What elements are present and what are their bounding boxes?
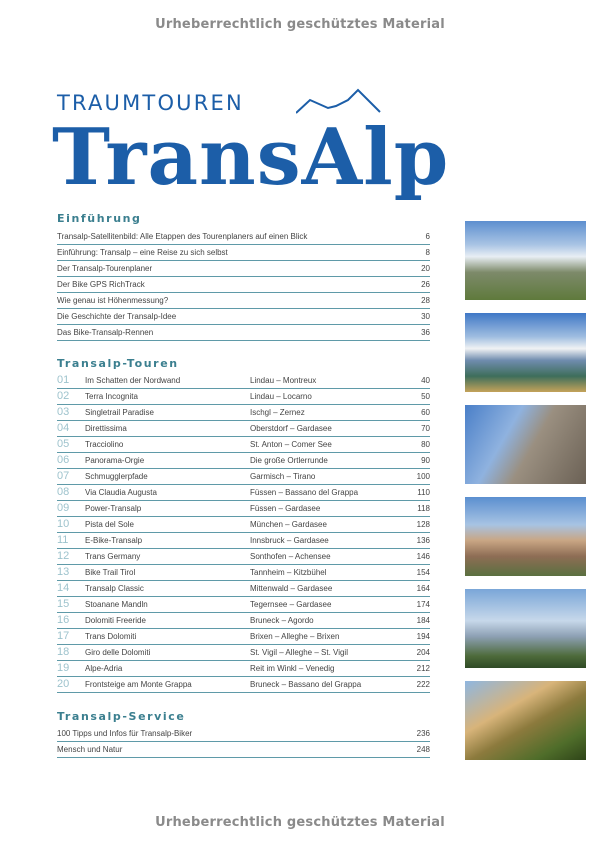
tour-route: Füssen – Gardasee: [250, 504, 321, 513]
entry-title: Frontsteige am Monte Grappa: [85, 680, 192, 689]
entry-title: 100 Tipps und Infos für Transalp-Biker: [57, 729, 193, 738]
tour-number: 10: [57, 518, 70, 530]
tour-route: Innsbruck – Gardasee: [250, 536, 329, 545]
watermark-bottom: Urheberrechtlich geschütztes Material: [155, 815, 445, 830]
page-number: 248: [416, 745, 430, 754]
toc-entry[interactable]: [57, 596, 430, 613]
toc-entry[interactable]: [57, 676, 430, 693]
page-number: 100: [416, 472, 430, 481]
toc-entry[interactable]: [57, 420, 430, 437]
page-number: 30: [421, 312, 430, 321]
page-number: 204: [416, 648, 430, 657]
entry-title: Der Transalp-Tourenplaner: [57, 264, 153, 273]
tour-number: 09: [57, 502, 70, 514]
page-number: 80: [421, 440, 430, 449]
page-number: 128: [416, 520, 430, 529]
tour-number: 13: [57, 566, 70, 578]
page-number: 118: [417, 504, 430, 513]
tour-number: 08: [57, 486, 70, 498]
toc-entry[interactable]: [57, 628, 430, 645]
toc-entry[interactable]: [57, 372, 430, 389]
tour-number: 07: [57, 470, 70, 482]
entry-title: Via Claudia Augusta: [85, 488, 157, 497]
page-number: 28: [421, 296, 430, 305]
page-number: 184: [416, 616, 430, 625]
entry-title: Alpe-Adria: [85, 664, 123, 673]
photo-riders-ridge: [465, 589, 586, 668]
toc-entry[interactable]: [57, 452, 430, 469]
tour-number: 04: [57, 422, 70, 434]
tour-route: Garmisch – Tirano: [250, 472, 316, 481]
tour-number: 15: [57, 598, 70, 610]
entry-title: Trans Germany: [85, 552, 141, 561]
entry-title: Bike Trail Tirol: [85, 568, 136, 577]
toc-entry[interactable]: [57, 484, 430, 501]
page-number: 70: [421, 424, 430, 433]
entry-title: Der Bike GPS RichTrack: [57, 280, 145, 289]
toc-entry[interactable]: [57, 725, 430, 742]
page-number: 146: [416, 552, 430, 561]
tour-route: Tannheim – Kitzbühel: [250, 568, 327, 577]
page-number: 236: [416, 729, 430, 738]
toc-entry[interactable]: [57, 741, 430, 758]
photo-dolomites: [465, 497, 586, 576]
entry-title: Das Bike-Transalp-Rennen: [57, 328, 154, 337]
tour-number: 14: [57, 582, 70, 594]
entry-title: Singletrail Paradise: [85, 408, 154, 417]
tour-route: St. Vigil – Alleghe – St. Vigil: [250, 648, 348, 657]
tour-number: 11: [57, 534, 69, 546]
toc-entry[interactable]: [57, 276, 430, 293]
tour-number: 12: [57, 550, 70, 562]
page-number: 40: [421, 376, 430, 385]
tour-number: 18: [57, 646, 70, 658]
page-number: 164: [416, 584, 430, 593]
toc-entry[interactable]: [57, 468, 430, 485]
toc-entry[interactable]: [57, 660, 430, 677]
toc-entry[interactable]: [57, 436, 430, 453]
tour-number: 02: [57, 390, 70, 402]
entry-title: Wie genau ist Höhenmessung?: [57, 296, 169, 305]
tour-number: 03: [57, 406, 70, 418]
entry-title: Schmugglerpfade: [85, 472, 148, 481]
toc-entry[interactable]: [57, 324, 430, 341]
tour-route: Füssen – Bassano del Grappa: [250, 488, 359, 497]
entry-title: Terra Incognita: [85, 392, 138, 401]
tour-number: 20: [57, 678, 70, 690]
toc-entry[interactable]: [57, 644, 430, 661]
entry-title: Power-Transalp: [85, 504, 142, 513]
toc-entry[interactable]: [57, 516, 430, 533]
entry-title: Im Schatten der Nordwand: [85, 376, 181, 385]
tour-number: 17: [57, 630, 70, 642]
page-number: 8: [425, 248, 430, 257]
toc-entry[interactable]: [57, 292, 430, 309]
entry-title: Tracciolino: [85, 440, 124, 449]
section-heading-intro: Einführung: [57, 212, 142, 225]
tour-number: 16: [57, 614, 70, 626]
tour-route: Die große Ortlerrunde: [250, 456, 328, 465]
tour-number: 06: [57, 454, 70, 466]
entry-title: Trans Dolomiti: [85, 632, 137, 641]
watermark-top: Urheberrechtlich geschütztes Material: [155, 17, 445, 32]
entry-title: Einführung: Transalp – eine Reise zu sich selbst: [57, 248, 228, 257]
toc-entry[interactable]: [57, 388, 430, 405]
toc-entry[interactable]: [57, 532, 430, 549]
tour-route: Lindau – Montreux: [250, 376, 317, 385]
tour-route: St. Anton – Comer See: [250, 440, 332, 449]
page-number: 154: [416, 568, 430, 577]
page-number: 20: [421, 264, 430, 273]
toc-entry[interactable]: [57, 308, 430, 325]
page-number: 26: [421, 280, 430, 289]
toc-entry[interactable]: [57, 500, 430, 517]
section-heading-service: Transalp-Service: [57, 710, 186, 723]
toc-entry[interactable]: [57, 580, 430, 597]
page-number: 174: [416, 600, 430, 609]
page-number: 212: [416, 664, 430, 673]
toc-entry[interactable]: [57, 612, 430, 629]
tour-route: Lindau – Locarno: [250, 392, 312, 401]
page-number: 6: [425, 232, 430, 241]
entry-title: Direttissima: [85, 424, 127, 433]
tour-route: Ischgl – Zernez: [250, 408, 305, 417]
tour-route: Bruneck – Agordo: [250, 616, 314, 625]
entry-title: Dolomiti Freeride: [85, 616, 146, 625]
toc-entry[interactable]: [57, 244, 430, 261]
entry-title: Panorama-Orgie: [85, 456, 145, 465]
toc-entry[interactable]: [57, 564, 430, 581]
logo-title: TransAlp: [52, 112, 450, 203]
entry-title: Pista del Sole: [85, 520, 134, 529]
photo-rock-rider: [465, 405, 586, 484]
tour-route: Bruneck – Bassano del Grappa: [250, 680, 362, 689]
tour-route: Reit im Winkl – Venedig: [250, 664, 335, 673]
photo-alpine-lake: [465, 313, 586, 392]
page-number: 222: [416, 680, 430, 689]
entry-title: Transalp Classic: [85, 584, 144, 593]
tour-number: 19: [57, 662, 70, 674]
entry-title: Stoanane Mandln: [85, 600, 148, 609]
toc-entry[interactable]: [57, 548, 430, 565]
tour-route: Tegernsee – Gardasee: [250, 600, 332, 609]
photo-eiger-bikers: [465, 221, 586, 300]
toc-entry[interactable]: [57, 228, 430, 245]
section-heading-tours: Transalp-Touren: [57, 357, 179, 370]
tour-route: Brixen – Alleghe – Brixen: [250, 632, 340, 641]
page-number: 194: [416, 632, 430, 641]
tour-route: München – Gardasee: [250, 520, 327, 529]
entry-title: E-Bike-Transalp: [85, 536, 143, 545]
entry-title: Mensch und Natur: [57, 745, 123, 754]
page-number: 50: [421, 392, 430, 401]
page-number: 36: [421, 328, 430, 337]
toc-entry[interactable]: [57, 260, 430, 277]
tour-number: 01: [57, 374, 70, 386]
photo-forest-trail: [465, 681, 586, 760]
entry-title: Transalp-Satellitenbild: Alle Etappen des Tourenplaners auf einen Blick: [57, 232, 308, 241]
tour-route: Sonthofen – Achensee: [250, 552, 331, 561]
toc-entry[interactable]: [57, 404, 430, 421]
page-number: 110: [417, 488, 430, 497]
tour-number: 05: [57, 438, 70, 450]
entry-title: Giro delle Dolomiti: [85, 648, 151, 657]
tour-route: Mittenwald – Gardasee: [250, 584, 333, 593]
tour-route: Oberstdorf – Gardasee: [250, 424, 332, 433]
page-number: 60: [421, 408, 430, 417]
entry-title: Die Geschichte der Transalp-Idee: [57, 312, 177, 321]
page-number: 90: [421, 456, 430, 465]
page-number: 136: [416, 536, 430, 545]
logo-subtitle: TRAUMTOUREN: [57, 91, 244, 115]
